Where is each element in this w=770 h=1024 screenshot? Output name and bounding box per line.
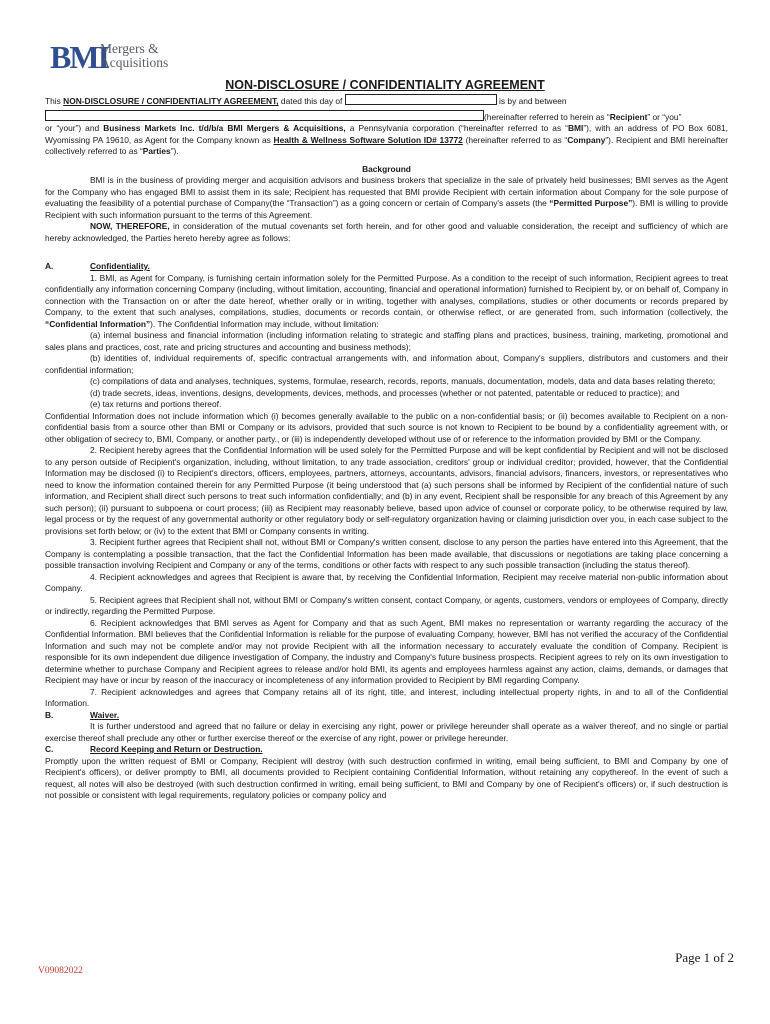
intro-line-2 <box>45 110 728 124</box>
intro-text: ”). <box>170 146 179 156</box>
company-name: Health & Wellness Software Solution ID# 13772 <box>273 134 463 145</box>
clause-a2: 2. Recipient hereby agrees that the Confidential Information will be used solely for the Permitted Purpose and will be kept confidential by Recipient and will not be disclosed to any person outside of Recipient's organization, including, without limitation, to any trade association, creditors' group or individual creditor; provided, however, that the Confidential Information may be disclosed (i) to Recipient's directors, officers, employees, partners, attorneys, accountants, advisors, financial advisors, financers, investors, or representatives who need to know the information contained therein for any Permitted Purpose (it being understood that (a) such persons shall be informed by Recipient of the confidential nature of such information, and Recipient shall direct such persons to treat such information confidentially; and (b) in any event, Recipient shall be responsible for any breach of this Agreement by any such person); (ii) pursuant to subpoena or court process; (iii) as Recipient may reasonably believe, based upon advice of counsel or corporate policy, to be otherwise required by law, legal process or by the request of any governmental authority or other regulatory body or self-regulatory organization having or claiming jurisdiction over you, in each case subject to the provisions set forth below; or (iv) to the extent that BMI or Company consents in writing. <box>45 445 728 536</box>
item-a: (a) internal business and financial information (including information relating to strategic and staffing plans and practices, business, training, marketing, promotional and sales plans and practices, cost, rate and pricing structures and accounting and business methods); <box>45 330 728 352</box>
intro-text: (hereinafter referred to as “ <box>462 134 568 145</box>
waiver-paragraph: It is further understood and agreed that no failure or delay in exercising any right, power or privilege hereunder shall operate as a waiver thereof, and no single or partial exercise thereof shall preclude any other or further exercise thereof or the exercise of any right, power or privilege hereunder. <box>45 721 728 743</box>
intro-text: is by and between <box>496 96 567 106</box>
intro-text: a Pennsylvania corporation (“hereinafter referred to as “ <box>345 123 568 133</box>
intro-text: ” or “you” <box>647 111 682 122</box>
version-code: V09082022 <box>38 966 83 976</box>
page-number: Page 1 of 2 <box>675 950 734 965</box>
now-therefore-label: NOW, THEREFORE, <box>90 221 170 231</box>
intro-text: or “your”) and <box>45 123 104 133</box>
clause-a6: 6. Recipient acknowledges that BMI serves as Agent for Company and that as such Agent, BMI makes no representation or warranty regarding the accuracy of the Confidential Information. BMI believes that the Confidential Information is reliable for the purpose of evaluating Company, however, BMI has not verified the accuracy of the Confidential Information and such may not be complete and/or may not provide Recipient with all the information necessary to accurately evaluate the condition of Company. Recipient is responsible for its own independent due diligence investigation of Company, the industry and Company's future business prospects. Recipient agrees to rely on its own investigation to determine whether to purchase Company and Recipient agrees to release and/or hold BMI, its agents and employees harmless against any action, claims, demands, or damages that Recipient may have or incur by reason of the inaccuracy or incompleteness of any information provided to Recipient by BMI regarding Company. <box>45 617 728 685</box>
logo-line-2: Acquisitions <box>100 55 169 70</box>
clause-text: ). The Confidential Information may include, without limitation: <box>150 318 379 329</box>
now-therefore-text: in consideration of the mutual covenants set forth herein, and for other good and valuable consideration, the receipt and sufficiency of which are hereby acknowledged, the Parties hereto hereby agree as follows: <box>45 221 728 243</box>
section-title: Waiver. <box>90 709 120 720</box>
section-b-heading <box>45 710 728 722</box>
document-body <box>45 94 728 802</box>
background-paragraph <box>45 175 728 221</box>
section-c-heading <box>45 744 728 756</box>
confidential-information-term: “Confidential Information” <box>45 318 151 329</box>
background-heading: Background <box>362 163 411 174</box>
exclusions-paragraph: Confidential Information does not include information which (i) becomes generally available to the public on a non-confidential basis; or (ii) becomes available to Recipient on a non-confidential basis from a source other than BMI or Company or its advisors, provided that such source is not known to Recipient to be bound by a confidentiality agreement with, or other obligation of secrecy to, BMI, Company, or another party., or (iii) is independently developed without use of or reference to the information provided by BMI or the Company. <box>45 410 728 444</box>
logo-line-1: Mergers & <box>100 41 159 56</box>
section-letter: B. <box>45 709 54 720</box>
intro-text: dated this day of <box>278 96 345 106</box>
document-title: NON-DISCLOSURE / CONFIDENTIALITY AGREEMENT <box>225 78 545 92</box>
parties-term: Parties <box>142 146 171 156</box>
bmi-legal-name: Business Markets Inc. t/d/b/a BMI Mergers & Acquisitions, <box>103 123 346 133</box>
company-term: Company <box>567 134 606 145</box>
section-title: Record Keeping and Return or Destruction. <box>90 744 263 754</box>
logo-mark: BMI <box>50 39 108 75</box>
clause-a5: 5. Recipient agrees that Recipient shall not, without BMI or Company's written consent, contact Company, or agents, customers, vendors or employees of Company, directly or indirectly, regarding the Permitted Purpose. <box>45 594 728 616</box>
section-a-heading <box>45 261 728 273</box>
clause-text: 1. BMI, as Agent for Company, is furnishing certain information solely for the Permitted Purpose. As a condition to the receipt of such information, Recipient agrees to treat confidentially any information concerning Company (including, without limitation, accounting, financial and operational information) furnished to Recipient by, or on behalf of, Company in connection with the Transaction on or after the date hereof, whether orally or in writing, together with analyses, compilations, studies or other documents or records prepared by Company, to the extent that such analyses, compilations, studies, documents or records contain, or otherwise reflect, or are generated from, such information (collectively, the <box>45 272 728 317</box>
recipient-name-field[interactable] <box>45 110 484 121</box>
date-field[interactable] <box>345 94 497 105</box>
clause-a7: 7. Recipient acknowledges and agrees that Company retains all of its right, title, and interest, including intellectual property rights, in and to all of the Confidential Information. <box>45 686 728 708</box>
clause-a4: 4. Recipient acknowledges and agrees that Recipient is aware that, by receiving the Confidential Information, Recipient may receive material non-public information about Company. <box>45 571 728 593</box>
recipient-term: Recipient <box>609 111 648 122</box>
intro-text: ”). Recipient and BMI hereinafter collectively referred to as “ <box>45 134 728 156</box>
section-letter: A. <box>45 261 54 271</box>
section-letter: C. <box>45 744 54 754</box>
clause-a3: 3. Recipient further agrees that Recipient shall not, without BMI or Company's written consent, disclose to any person the parties have entered into this Agreement, that the Company is contemplating a possible transaction, that the fact the Confidential Information has been made available, that discussions or negotiations are taking place concerning a possible transaction involving Recipient and Company or any of the terms, conditions or other facts with respect to any such possible transaction (including the status thereof). <box>45 537 728 570</box>
clause-a1 <box>45 273 728 331</box>
intro-text: This <box>45 96 64 106</box>
logo-text <box>100 42 168 70</box>
now-therefore-paragraph <box>45 221 728 244</box>
intro-paragraph <box>45 123 728 158</box>
item-e: (e) tax returns and portions thereof. <box>90 399 222 409</box>
intro-text: ”), with an address of PO Box 6081, Wyomissing PA 19610, as Agent for the Company known as <box>45 123 728 145</box>
intro-text: (hereinafter referred to herein as “ <box>484 111 610 122</box>
agreement-name: NON-DISCLOSURE / CONFIDENTIALITY AGREEMENT, <box>63 96 279 106</box>
intro-line-1 <box>45 94 728 108</box>
section-title: Confidentiality. <box>90 261 150 271</box>
background-text: ). BMI is willing to provide Recipient with such information pursuant to the terms of this Agreement. <box>45 198 729 220</box>
item-b: (b) identities of, individual requirements of, specific contractual arrangements with, and information about, Company's suppliers, distributors and customers and their confidential information; <box>45 353 728 375</box>
record-keeping-paragraph: Promptly upon the written request of BMI or Company, Recipient will destroy (with such destruction confirmed in writing, email being sufficient, to BMI and Company by one of Recipient's officers), or deliver promptly to BMI, all documents provided to Recipient containing Confidential Information, without retaining any copythereof. In the event of such a request, all notes will also be destroyed (with such destruction confirmed in writing, email being sufficient, to BMI and Company by one of Recipient's officers) or, if such destruction is not possible or consistent with legal requirements, regulatory policies or company policy and <box>45 755 728 800</box>
item-d: (d) trade secrets, ideas, inventions, designs, developments, devices, methods, and processes (whether or not patented, patentable or reduced to practice); and <box>90 387 680 398</box>
item-c: (c) compilations of data and analyses, techniques, systems, formulae, research, records, reports, manuals, documentation, models, data and data bases relating thereto; <box>90 376 716 386</box>
background-text: BMI is in the business of providing merger and acquisition advisors and business brokers that specialize in the sale of privately held businesses; BMI serves as the Agent for the Company who has engaged BMI to assist them in its sale; Recipient has requested that BMI provide Recipient with certain information about Company for the sole purpose of evaluating the feasibility of a potential purchase of Company(the “Transaction”) as a going concern or certain of Company's assets (the <box>45 175 728 208</box>
permitted-purpose-term: “Permitted Purpose” <box>549 198 633 208</box>
bmi-term: BMI <box>567 123 584 133</box>
